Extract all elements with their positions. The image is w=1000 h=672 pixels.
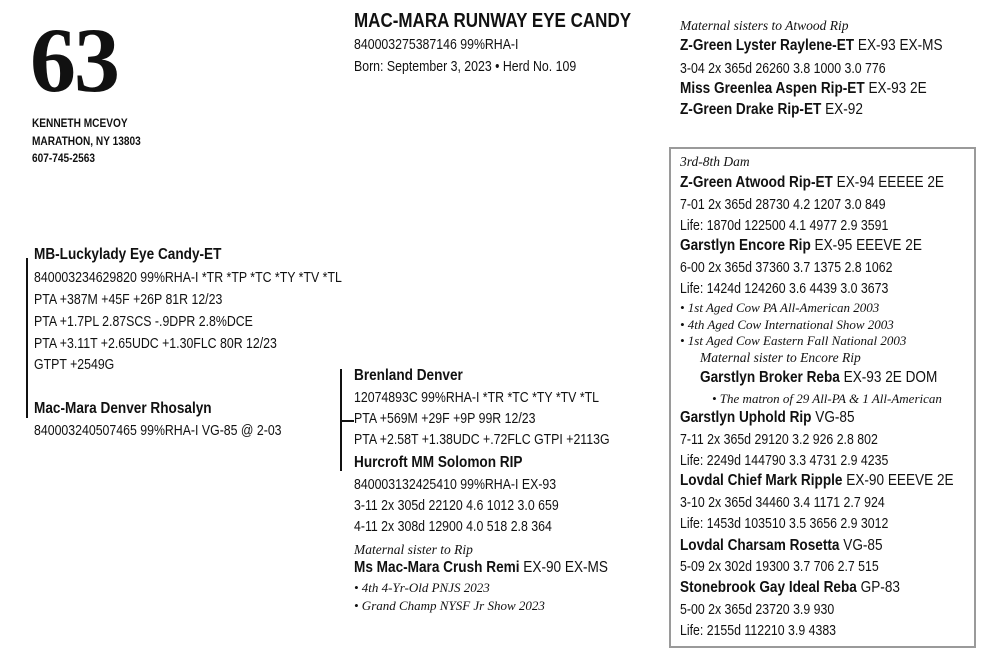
dam4-bullet-1: • 1st Aged Cow PA All-American 2003 xyxy=(680,300,880,315)
dam3-atwood: Z-Green Atwood Rip-ET EX-94 EEEEE 2E xyxy=(680,174,945,191)
mgd-name: Hurcroft MM Solomon RIP xyxy=(354,454,523,471)
sire-name: MB-Luckylady Eye Candy-ET xyxy=(34,246,222,263)
box-header: 3rd-8th Dam xyxy=(680,154,750,169)
dam5-record: 7-11 2x 365d 29120 3.2 926 2.8 802 xyxy=(680,432,878,448)
mgs-line-2: PTA +569M +29F +9P 99R 12/23 xyxy=(354,411,536,427)
lot-number: 63 xyxy=(30,9,118,111)
mgd-line-3: 4-11 2x 308d 12900 4.0 518 2.8 364 xyxy=(354,519,552,535)
sire-line-1: 840003234629820 99%RHA-I *TR *TP *TC *TY *TV *TL xyxy=(34,270,342,286)
dam4-bullet-3: • 1st Aged Cow Eastern Fall National 2003 xyxy=(680,333,907,348)
sire-line-2: PTA +387M +45F +26P 81R 12/23 xyxy=(34,292,223,308)
mgd-sister: Ms Mac-Mara Crush Remi EX-90 EX-MS xyxy=(354,559,608,576)
animal-born: Born: September 3, 2023 • Herd No. 109 xyxy=(354,59,577,75)
reba-sister-header: Maternal sister to Encore Rip xyxy=(700,350,861,365)
dam3-record: 7-01 2x 365d 28730 4.2 1207 3.0 849 xyxy=(680,197,886,213)
dam5-life: Life: 2249d 144790 3.3 4731 2.9 4235 xyxy=(680,453,889,469)
sister-raylene-record: 3-04 2x 365d 26260 3.8 1000 3.0 776 xyxy=(680,61,886,77)
mgs-line-3: PTA +2.58T +1.38UDC +.72FLC GTPI +2113G xyxy=(354,432,610,448)
consignor-name: KENNETH MCEVOY xyxy=(32,118,128,130)
dam-line: 840003240507465 99%RHA-I VG-85 @ 2-03 xyxy=(34,423,282,439)
dam6-ripple: Lovdal Chief Mark Ripple EX-90 EEEVE 2E xyxy=(680,472,954,489)
dam7-rosetta: Lovdal Charsam Rosetta VG-85 xyxy=(680,537,883,554)
dam6-life: Life: 1453d 103510 3.5 3656 2.9 3012 xyxy=(680,516,889,532)
dam8-record: 5-00 2x 365d 23720 3.9 930 xyxy=(680,602,835,618)
sire-line-3: PTA +1.7PL 2.87SCS -.9DPR 2.8%DCE xyxy=(34,314,253,330)
mgs-name: Brenland Denver xyxy=(354,367,463,384)
mgs-line-1: 12074893C 99%RHA-I *TR *TC *TY *TV *TL xyxy=(354,390,600,406)
dam4-record: 6-00 2x 365d 37360 3.7 1375 2.8 1062 xyxy=(680,260,893,276)
reba-sister: Garstlyn Broker Reba EX-93 2E DOM xyxy=(700,369,938,386)
dam4-bullet-2: • 4th Aged Cow International Show 2003 xyxy=(680,317,894,332)
dam4-life: Life: 1424d 124260 3.6 4439 3.0 3673 xyxy=(680,281,889,297)
sister-raylene: Z-Green Lyster Raylene-ET EX-93 EX-MS xyxy=(680,37,943,54)
dam8-gayideal: Stonebrook Gay Ideal Reba GP-83 xyxy=(680,579,900,596)
reba-sister-note: • The matron of 29 All-PA & 1 All-American xyxy=(712,391,942,406)
dam3-life: Life: 1870d 122500 4.1 4977 2.9 3591 xyxy=(680,218,889,234)
mgd-line-2: 3-11 2x 305d 22120 4.6 1012 3.0 659 xyxy=(354,498,559,514)
sister-drake: Z-Green Drake Rip-ET EX-92 xyxy=(680,101,863,118)
mgd-sister-bullet-1: • 4th 4-Yr-Old PNJS 2023 xyxy=(354,580,490,595)
sire-line-4: PTA +3.11T +2.65UDC +1.30FLC 80R 12/23 xyxy=(34,336,277,352)
dam-name: Mac-Mara Denver Rhosalyn xyxy=(34,400,212,417)
consignor-address: MARATHON, NY 13803 xyxy=(32,136,141,148)
top-sisters-header: Maternal sisters to Atwood Rip xyxy=(680,18,849,33)
sire-line-5: GTPT +2549G xyxy=(34,357,115,373)
mgd-sister-bullet-2: • Grand Champ NYSF Jr Show 2023 xyxy=(354,598,545,613)
pedigree-line-sire-dam xyxy=(26,258,28,418)
mgd-line-1: 840003132425410 99%RHA-I EX-93 xyxy=(354,477,557,493)
consignor-phone: 607-745-2563 xyxy=(32,153,96,165)
pedigree-branch xyxy=(340,420,354,422)
sister-aspen: Miss Greenlea Aspen Rip-ET EX-93 2E xyxy=(680,80,927,97)
dam8-life: Life: 2155d 112210 3.9 4383 xyxy=(680,623,837,639)
animal-id: 840003275387146 99%RHA-I xyxy=(354,37,519,53)
dam6-record: 3-10 2x 365d 34460 3.4 1171 2.7 924 xyxy=(680,495,885,511)
dam5-uphold: Garstlyn Uphold Rip VG-85 xyxy=(680,409,855,426)
mgd-sister-header: Maternal sister to Rip xyxy=(354,542,473,557)
dam4-encore: Garstlyn Encore Rip EX-95 EEEVE 2E xyxy=(680,237,922,254)
dam7-record: 5-09 2x 302d 19300 3.7 706 2.7 515 xyxy=(680,559,879,575)
animal-name: MAC-MARA RUNWAY EYE CANDY xyxy=(354,10,632,32)
